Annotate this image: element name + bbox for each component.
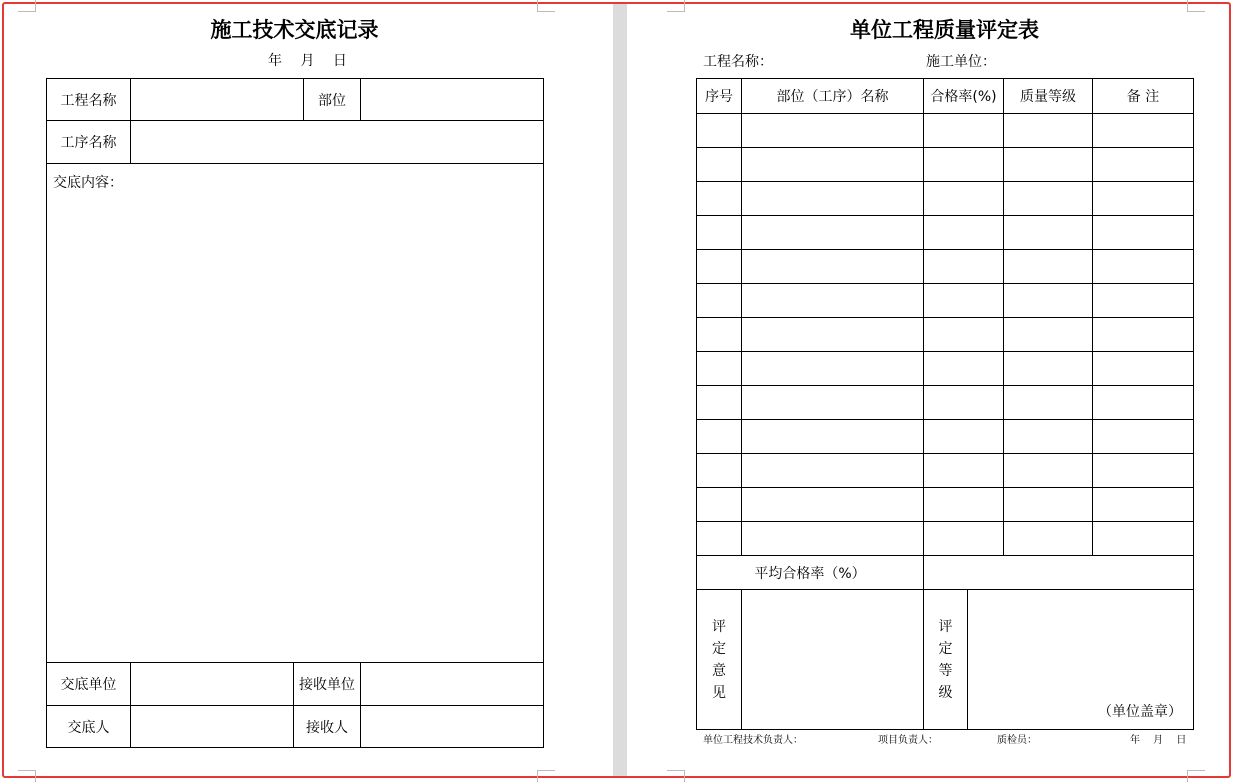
row-remarks-cell[interactable] xyxy=(1093,522,1194,556)
table-row xyxy=(697,386,1194,420)
disclosure-table xyxy=(46,78,544,748)
project-name-field[interactable] xyxy=(131,79,304,121)
footer-date: 年 月 日 xyxy=(1130,735,1187,746)
row-grade-cell[interactable] xyxy=(1004,284,1093,318)
col-header-part-name: 部位（工序）名称 xyxy=(742,79,924,114)
row-rate-cell[interactable] xyxy=(924,454,1004,488)
row-part-cell[interactable] xyxy=(742,488,924,522)
row-no-cell[interactable] xyxy=(697,454,742,488)
row-grade-cell[interactable] xyxy=(1004,148,1093,182)
row-rate-cell[interactable] xyxy=(924,352,1004,386)
part-field[interactable] xyxy=(361,79,544,121)
row-rate-cell[interactable] xyxy=(924,216,1004,250)
crop-mark xyxy=(18,0,36,12)
row-rate-cell[interactable] xyxy=(924,250,1004,284)
crop-mark xyxy=(18,770,36,782)
row-no-cell[interactable] xyxy=(697,420,742,454)
row-part-cell[interactable] xyxy=(742,318,924,352)
table-row xyxy=(697,250,1194,284)
row-grade-cell[interactable] xyxy=(1004,250,1093,284)
page-gutter xyxy=(613,4,627,776)
grade-label: 评 定 等 级 xyxy=(924,590,968,730)
row-remarks-cell[interactable] xyxy=(1093,318,1194,352)
row-remarks-cell[interactable] xyxy=(1093,284,1194,318)
row-no-cell[interactable] xyxy=(697,114,742,148)
row-no-cell[interactable] xyxy=(697,250,742,284)
table-row xyxy=(697,182,1194,216)
left-page-title: 施工技术交底记录 xyxy=(210,17,379,42)
row-grade-cell[interactable] xyxy=(1004,454,1093,488)
receiving-unit-field[interactable] xyxy=(361,663,544,706)
row-remarks-cell[interactable] xyxy=(1093,454,1194,488)
opinion-field[interactable] xyxy=(742,590,924,730)
crop-mark xyxy=(667,0,685,12)
row-part-cell[interactable] xyxy=(742,216,924,250)
row-no-cell[interactable] xyxy=(697,148,742,182)
process-name-field[interactable] xyxy=(131,121,544,164)
row-remarks-cell[interactable] xyxy=(1093,488,1194,522)
col-header-no: 序号 xyxy=(697,79,742,114)
row-rate-cell[interactable] xyxy=(924,386,1004,420)
receiver-label: 接收人 xyxy=(294,706,361,748)
crop-mark xyxy=(667,770,685,782)
table-row xyxy=(697,420,1194,454)
project-name-label: 工程名称 xyxy=(47,79,131,121)
opinion-label: 评 定 意 见 xyxy=(697,590,742,730)
col-header-remarks: 备 注 xyxy=(1093,79,1194,114)
crop-mark xyxy=(537,0,555,12)
row-rate-cell[interactable] xyxy=(924,284,1004,318)
row-part-cell[interactable] xyxy=(742,420,924,454)
receiver-field[interactable] xyxy=(361,706,544,748)
row-remarks-cell[interactable] xyxy=(1093,352,1194,386)
row-grade-cell[interactable] xyxy=(1004,522,1093,556)
crop-mark xyxy=(537,770,555,782)
footer-project-manager: 项目负责人： xyxy=(878,735,938,746)
row-rate-cell[interactable] xyxy=(924,522,1004,556)
row-part-cell[interactable] xyxy=(742,114,924,148)
row-part-cell[interactable] xyxy=(742,454,924,488)
table-row xyxy=(697,488,1194,522)
row-no-cell[interactable] xyxy=(697,216,742,250)
project-name-header-label: 工程名称： xyxy=(703,54,773,70)
quality-assessment-table xyxy=(696,78,1194,730)
left-date-line: 年 月 日 xyxy=(268,53,347,69)
issuing-unit-field[interactable] xyxy=(131,663,294,706)
table-row xyxy=(697,318,1194,352)
row-rate-cell[interactable] xyxy=(924,488,1004,522)
row-no-cell[interactable] xyxy=(697,182,742,216)
row-remarks-cell[interactable] xyxy=(1093,250,1194,284)
construction-unit-header-label: 施工单位： xyxy=(926,54,996,70)
table-row xyxy=(697,148,1194,182)
row-rate-cell[interactable] xyxy=(924,420,1004,454)
table-row xyxy=(697,454,1194,488)
row-grade-cell[interactable] xyxy=(1004,114,1093,148)
row-part-cell[interactable] xyxy=(742,352,924,386)
table-row xyxy=(697,216,1194,250)
average-rate-label: 平均合格率（%） xyxy=(697,556,924,590)
average-rate-field[interactable] xyxy=(924,556,1194,590)
table-row xyxy=(697,522,1194,556)
row-rate-cell[interactable] xyxy=(924,182,1004,216)
crop-mark xyxy=(1187,770,1205,782)
row-grade-cell[interactable] xyxy=(1004,420,1093,454)
row-remarks-cell[interactable] xyxy=(1093,114,1194,148)
content-label: 交底内容： xyxy=(53,175,123,191)
row-part-cell[interactable] xyxy=(742,522,924,556)
process-name-label: 工序名称 xyxy=(47,121,131,164)
row-no-cell[interactable] xyxy=(697,522,742,556)
issuer-field[interactable] xyxy=(131,706,294,748)
row-grade-cell[interactable] xyxy=(1004,318,1093,352)
row-no-cell[interactable] xyxy=(697,352,742,386)
row-remarks-cell[interactable] xyxy=(1093,216,1194,250)
crop-mark xyxy=(1187,0,1205,12)
row-grade-cell[interactable] xyxy=(1004,386,1093,420)
row-remarks-cell[interactable] xyxy=(1093,420,1194,454)
row-no-cell[interactable] xyxy=(697,386,742,420)
row-no-cell[interactable] xyxy=(697,318,742,352)
row-remarks-cell[interactable] xyxy=(1093,182,1194,216)
row-part-cell[interactable] xyxy=(742,284,924,318)
row-no-cell[interactable] xyxy=(697,284,742,318)
row-grade-cell[interactable] xyxy=(1004,352,1093,386)
row-rate-cell[interactable] xyxy=(924,148,1004,182)
unit-stamp-text: （单位盖章） xyxy=(1098,704,1182,720)
footer-inspector: 质检员： xyxy=(997,735,1037,746)
col-header-pass-rate: 合格率(%) xyxy=(924,79,1004,114)
receiving-unit-label: 接收单位 xyxy=(294,663,361,706)
row-part-cell[interactable] xyxy=(742,386,924,420)
disclosure-content-area[interactable] xyxy=(47,164,544,663)
right-page-title: 单位工程质量评定表 xyxy=(850,17,1039,42)
row-part-cell[interactable] xyxy=(742,182,924,216)
footer-tech-lead: 单位工程技术负责人： xyxy=(703,735,803,746)
row-rate-cell[interactable] xyxy=(924,318,1004,352)
row-grade-cell[interactable] xyxy=(1004,488,1093,522)
table-row xyxy=(697,352,1194,386)
row-grade-cell[interactable] xyxy=(1004,216,1093,250)
row-remarks-cell[interactable] xyxy=(1093,386,1194,420)
row-no-cell[interactable] xyxy=(697,488,742,522)
col-header-quality-grade: 质量等级 xyxy=(1004,79,1093,114)
row-remarks-cell[interactable] xyxy=(1093,148,1194,182)
row-part-cell[interactable] xyxy=(742,250,924,284)
row-part-cell[interactable] xyxy=(742,148,924,182)
row-rate-cell[interactable] xyxy=(924,114,1004,148)
row-grade-cell[interactable] xyxy=(1004,182,1093,216)
table-row xyxy=(697,114,1194,148)
table-row xyxy=(697,284,1194,318)
issuer-label: 交底人 xyxy=(47,706,131,748)
part-label: 部位 xyxy=(304,79,361,121)
issuing-unit-label: 交底单位 xyxy=(47,663,131,706)
